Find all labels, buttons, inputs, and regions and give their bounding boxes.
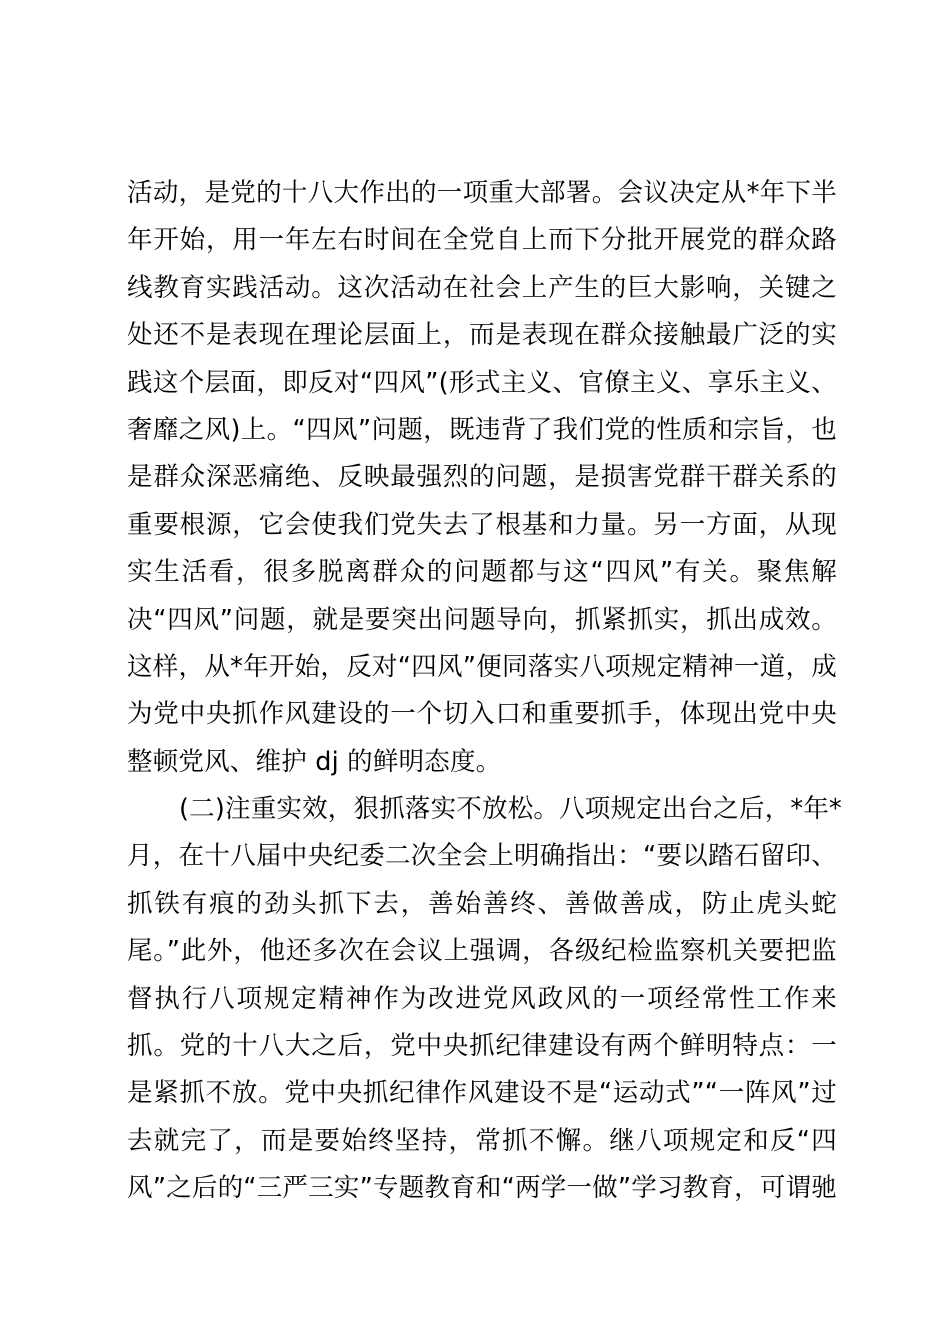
body-text [127,170,842,1213]
text-line: 年开始，用一年左右时间在全党自上而下分批开展党的群众路 [127,225,837,256]
text-line: 为党中央抓作风建设的一个切入口和重要抓手，体现出党中央 [127,699,837,730]
text-line: 活动，是党的十八大作出的一项重大部署。会议决定从*年下半 [127,178,837,208]
text-line: 尾。”此外，他还多次在会议上强调，各级纪检监察机关要把监 [127,936,837,967]
text-line: 奢靡之风)上。“四风”问题，既违背了我们党的性质和宗旨，也 [127,414,837,445]
text-line: 践这个层面，即反对“四风”(形式主义、官僚主义、享乐主义、 [127,367,837,398]
text-line: 抓铁有痕的劲头抓下去，善始善终、善做善成，防止虎头蛇 [127,888,837,919]
text-line: 实生活看，很多脱离群众的问题都与这“四风”有关。聚焦解 [127,557,837,588]
paragraph-end-line: 整顿党风、维护 dj 的鲜明态度。 [127,746,502,777]
text-line: 处还不是表现在理论层面上，而是表现在群众接触最广泛的实 [127,320,837,351]
text-line: 督执行八项规定精神作为改进党风政风的一项经常性工作来 [127,983,837,1014]
text-line: 月，在十八届中央纪委二次全会上明确指出：“要以踏石留印、 [127,841,837,872]
text-line: 决“四风”问题，就是要突出问题导向，抓紧抓实，抓出成效。 [127,604,837,635]
text-line: 是群众深恶痛绝、反映最强烈的问题，是损害党群干群关系的 [127,462,837,493]
text-line: 去就完了，而是要始终坚持，常抓不懈。继八项规定和反“四 [127,1125,837,1156]
text-line: 风”之后的“三严三实”专题教育和“两学一做”学习教育，可谓驰 [127,1173,837,1204]
section-heading-line: (二)注重实效，狠抓落实不放松。八项规定出台之后，*年* [179,794,842,825]
text-line: 抓。党的十八大之后，党中央抓纪律建设有两个鲜明特点：一 [127,1031,837,1062]
text-line: 是紧抓不放。党中央抓纪律作风建设不是“运动式”“一阵风”过 [127,1078,837,1109]
text-line: 线教育实践活动。这次活动在社会上产生的巨大影响，关键之 [127,272,837,303]
text-line: 重要根源，它会使我们党失去了根基和力量。另一方面，从现 [127,509,837,540]
text-line: 这样，从*年开始，反对“四风”便同落实八项规定精神一道，成 [127,651,837,682]
